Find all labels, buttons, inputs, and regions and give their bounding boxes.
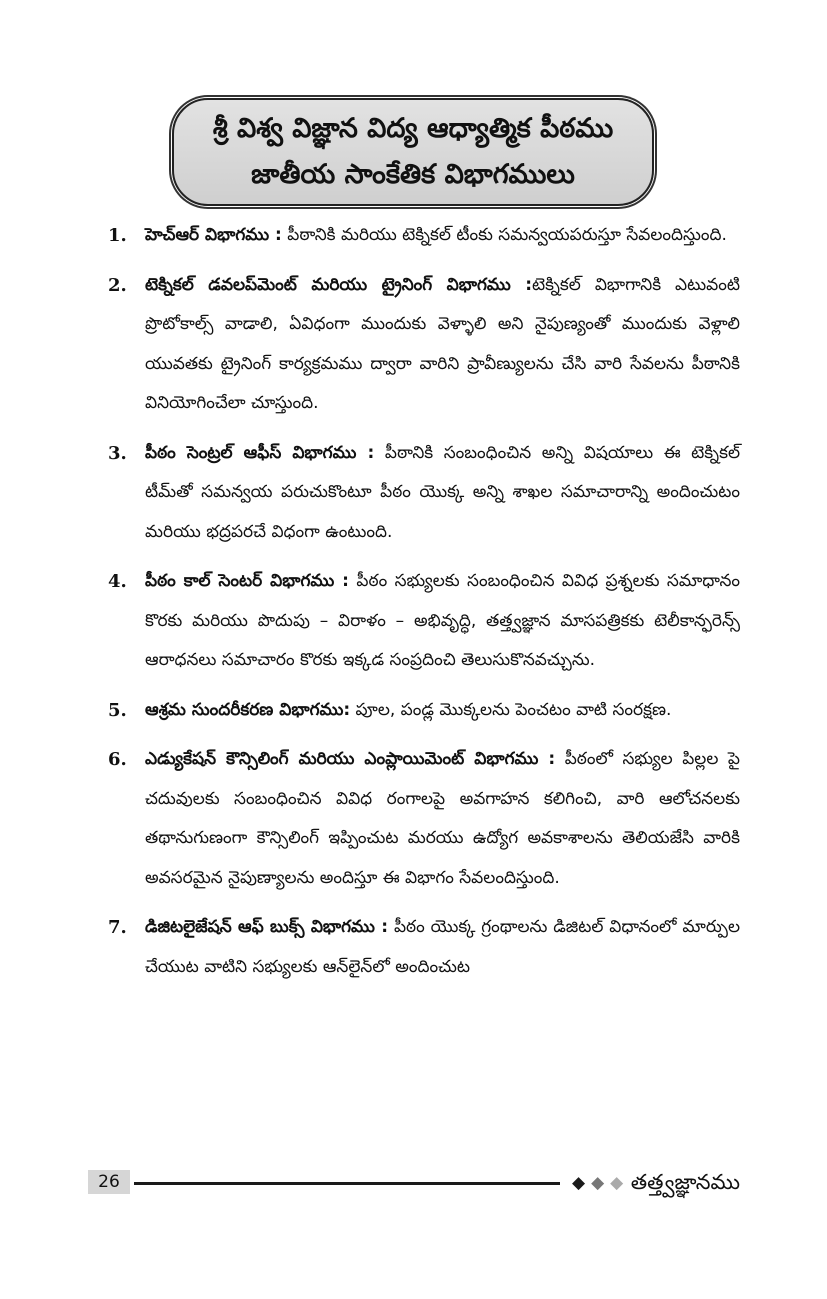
list-item — [108, 434, 740, 553]
item-body: పీఠంలో సభ్యుల పిల్లల పై చదువులకు సంబంధించిన వివిధ రంగాలపై అవగాహన కలిగించి, వారి ఆలోచనలకు తథానుగుణంగా కౌన్సిలింగ్ ఇప్పించుట మరయు ఉద్యోగ అవకాశాలను తెలియజేసి వారికి అవసరమైన నైపుణ్యాలను అందిస్తూ ఈ విభాగం సేవలందిస్తుంది. — [145, 749, 740, 888]
list-item — [108, 740, 740, 898]
department-list — [108, 216, 740, 997]
diamond-icon: ◆ — [591, 1173, 611, 1193]
item-text — [145, 434, 740, 553]
item-heading: పీఠం కాల్ సెంటర్ విభాగము : — [145, 571, 349, 591]
footer-rule — [134, 1182, 560, 1185]
item-body: పీఠం యొక్క గ్రంథాలను డిజిటల్ విధానంలో మార్పుల చేయుట వాటిని సభ్యులకు ఆన్‌లైన్‌లో అందించుట — [145, 917, 740, 977]
page-number: 26 — [88, 1170, 130, 1194]
item-heading: ఎడ్యుకేషన్ కౌన్సిలింగ్ మరియు ఎంప్లాయిమెంట్ విభాగము : — [145, 749, 556, 769]
item-number: 1. — [108, 225, 127, 246]
book-title: తత్త్వజ్ఞానము — [630, 1170, 740, 1194]
list-item — [108, 216, 740, 256]
item-body: టెక్నికల్ విభాగానికి ఎటువంటి ప్రొటోకాల్స్ వాడాలి, ఏవిధంగా ముందుకు వెళ్ళాలి అని నైపుణ్యంతో ముందుకు వెళ్లాలి యువతకు ట్రైనింగ్ కార్యక్రమము ద్వారా వారిని ప్రావీణ్యులను చేసి వారి సేవలను పీఠానికి వినియోగించేలా చూస్తుంది. — [145, 274, 740, 413]
item-number: 2. — [108, 274, 127, 296]
item-text — [145, 740, 740, 898]
diamond-icon: ◆ — [610, 1173, 630, 1193]
item-body: పీఠానికి మరియు టెక్నికల్ టీంకు సమన్వయపరుస్తూ సేవలందిస్తుంది. — [281, 225, 727, 245]
list-item — [108, 691, 740, 731]
item-heading: పీఠం సెంట్రల్ ఆఫీస్ విభాగము : — [145, 442, 375, 463]
title-line-1: శ్రీ విశ్వ విజ్ఞాన విద్య ఆధ్యాత్మిక పీఠము — [212, 113, 614, 144]
item-body: పూల, పండ్ల మొక్కలను పెంచటం వాటి సంరక్షణ. — [350, 699, 672, 720]
list-item — [108, 562, 740, 681]
item-heading: ఆశ్రమ సుందరీకరణ విభాగము: — [145, 699, 351, 720]
title-line-2: జాతీయ సాంకేతిక విభాగములు — [251, 159, 575, 190]
page-footer — [88, 1168, 740, 1198]
title-box — [172, 98, 654, 206]
item-number: 3. — [108, 442, 127, 464]
list-item — [108, 266, 740, 424]
item-number: 7. — [108, 917, 127, 938]
diamond-ornament — [572, 1171, 629, 1195]
item-number: 5. — [108, 699, 127, 721]
item-text — [145, 691, 740, 731]
item-body: పీఠం సభ్యులకు సంబంధించిన వివిధ ప్రశ్నలకు సమాధానం కొరకు మరియు పొదుపు – విరాళం – అభివృద్ధి, తత్త్వజ్ఞాన మాసపత్రికకు టెలీకాన్ఫరెన్స్ ఆరాధనలు సమాచారం కొరకు ఇక్కడ సంప్రదించి తెలుసుకొనవచ్చును. — [145, 571, 740, 670]
item-body: పీఠానికి సంబంధించిన అన్ని విషయాలు ఈ టెక్నికల్ టీమ్‌తో సమన్వయ పరుచుకొంటూ పీఠం యొక్క అన్ని శాఖల సమాచారాన్ని అందించుటం మరియు భద్రపరచే విధంగా ఉంటుంది. — [145, 442, 740, 542]
item-text — [145, 562, 740, 681]
item-heading: హెచ్‌ఆర్ విభాగము : — [145, 225, 282, 245]
item-number: 6. — [108, 749, 127, 770]
item-text — [145, 908, 740, 987]
diamond-icon: ◆ — [572, 1173, 592, 1193]
list-item — [108, 908, 740, 987]
item-heading: టెక్నికల్ డవలప్‌మెంట్ మరియు ట్రైనింగ్ విభాగము : — [145, 274, 533, 295]
item-text — [145, 266, 740, 424]
item-number: 4. — [108, 571, 127, 592]
item-text — [145, 216, 740, 256]
item-heading: డిజిటలైజేషన్ ఆఫ్ బుక్స్ విభాగము : — [145, 917, 389, 937]
